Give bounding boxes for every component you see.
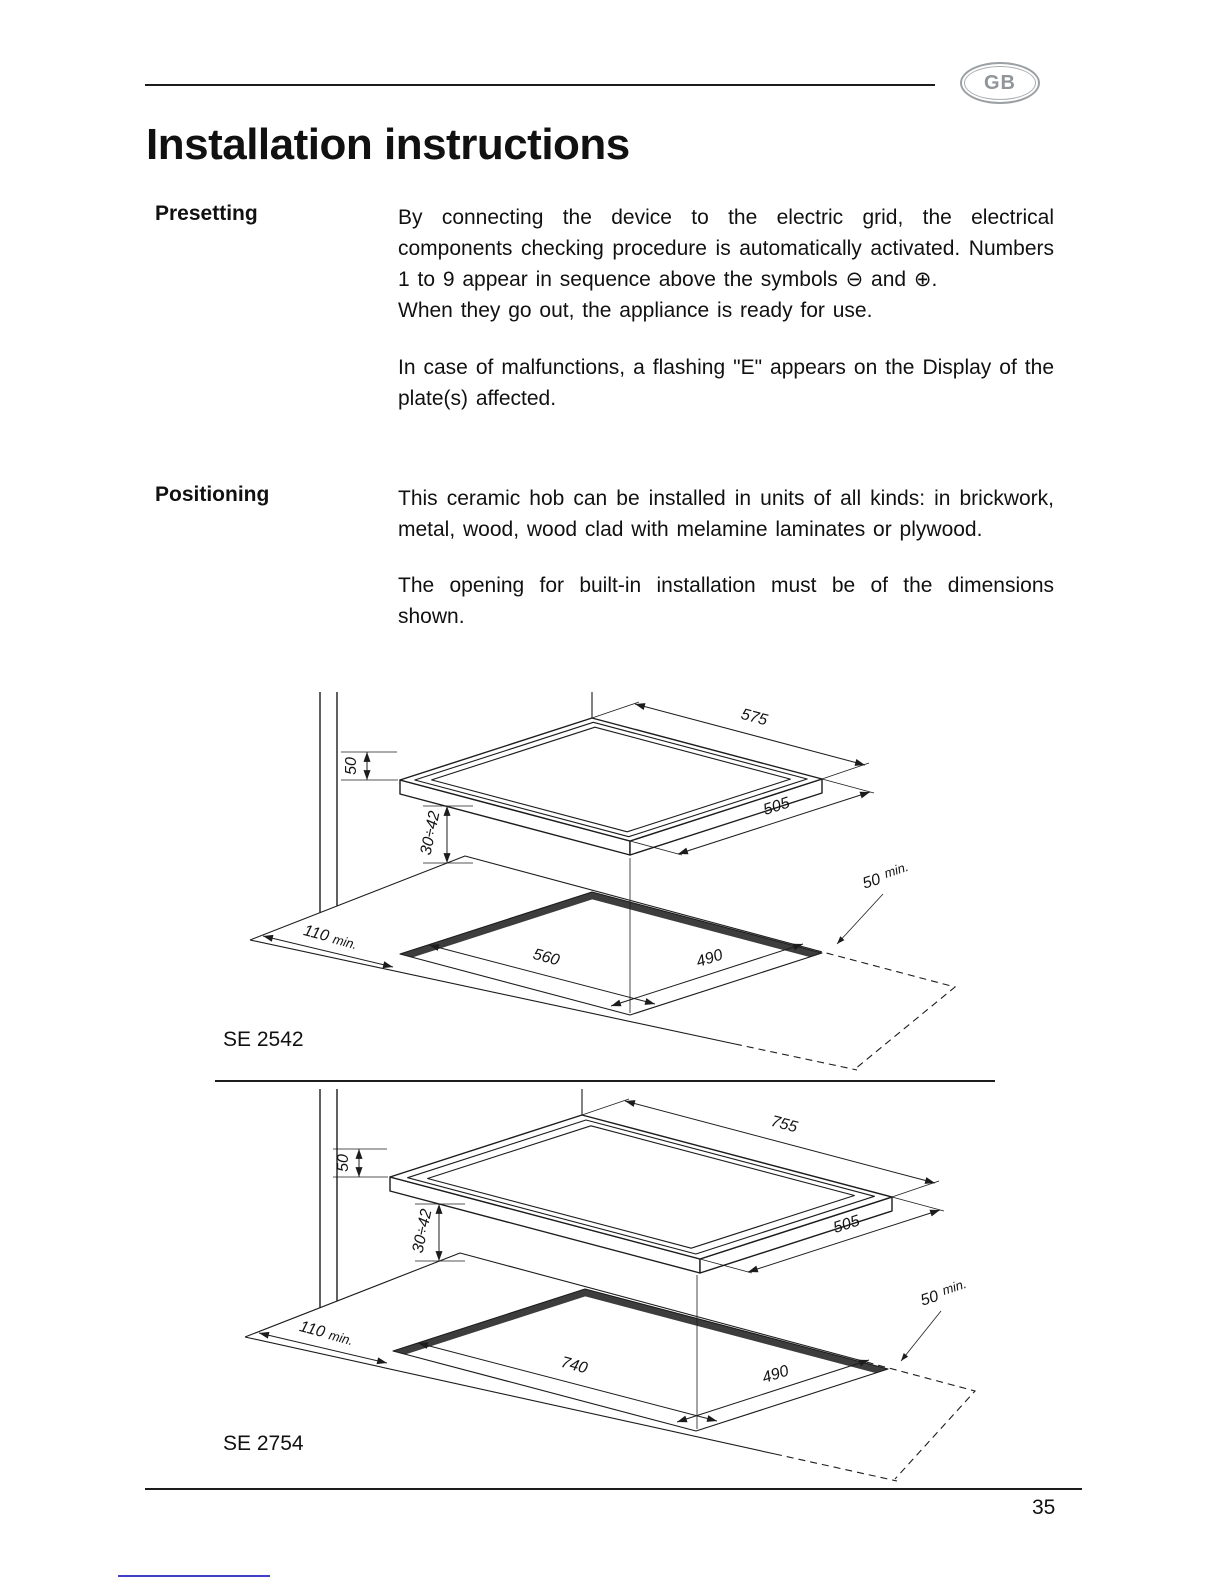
cutout <box>393 1275 888 1431</box>
section-heading-positioning: Positioning <box>155 483 270 506</box>
dim-side-min-unit: min. <box>882 858 911 881</box>
paragraph: The opening for built-in installation must be of the dimensions shown. <box>398 574 1054 628</box>
figure-label-se2754: SE 2754 <box>223 1432 304 1455</box>
dim-left-min-unit: min. <box>331 931 359 953</box>
gb-badge-ring <box>964 66 1036 100</box>
worktop <box>250 856 955 1070</box>
dim-width-label: 575 <box>739 705 770 730</box>
cutout <box>400 858 822 1015</box>
dim-depth-label: 505 <box>761 794 792 819</box>
dim-cut-width-label: 560 <box>531 945 562 970</box>
dim-cut-depth-label: 490 <box>760 1362 791 1387</box>
dim-panel-label: 30÷42 <box>409 1207 436 1255</box>
dim-height-label: 50 <box>335 1154 352 1172</box>
installation-diagram-se2542 <box>215 688 995 1078</box>
section-presetting-text <box>398 202 1054 414</box>
bottom-rule <box>145 1488 1082 1490</box>
page-number: 35 <box>1032 1496 1056 1519</box>
paragraph: When they go out, the appliance is ready for use. <box>398 299 873 322</box>
dim-height-label: 50 <box>343 757 360 775</box>
gb-badge <box>960 62 1040 104</box>
dim-side-min-label: 50 <box>860 870 883 893</box>
dim-depth-label: 505 <box>831 1212 862 1237</box>
figure-divider <box>215 1080 995 1082</box>
dim-left-min-unit: min. <box>327 1327 355 1349</box>
scan-artifact-line <box>118 1575 270 1577</box>
figure-se2542 <box>215 688 995 1080</box>
dim-width-label: 755 <box>769 1112 800 1137</box>
figure-se2754 <box>215 1085 995 1485</box>
dim-cut-width-label: 740 <box>559 1353 590 1378</box>
dim-panel-label: 30÷42 <box>417 809 444 857</box>
dim-left-min-label: 110 <box>301 922 331 946</box>
page-title: Installation instructions <box>146 120 630 169</box>
section-positioning-text <box>398 483 1054 632</box>
gb-badge-text: GB <box>984 71 1016 94</box>
paragraph: This ceramic hob can be installed in units of all kinds: in brickwork, metal, wood, wood clad with melamine laminates or plywood. <box>398 487 1054 541</box>
dim-cut-depth-label: 490 <box>694 946 725 971</box>
dim-side-min-label: 50 <box>918 1287 941 1310</box>
hob <box>400 718 822 855</box>
dim-left-min-label: 110 <box>297 1318 327 1342</box>
section-heading-presetting: Presetting <box>155 202 258 225</box>
paragraph: By connecting the device to the electric grid, the electrical components checking procedure is automatically activated. Numbers 1 to 9 appear in sequence above the symbols ⊖ and ⊕. <box>398 206 1054 291</box>
figure-label-se2542: SE 2542 <box>223 1028 304 1051</box>
dim-side-min-unit: min. <box>940 1275 969 1298</box>
installation-diagram-se2754 <box>215 1085 995 1485</box>
paragraph: In case of malfunctions, a flashing "E" appears on the Display of the plate(s) affected. <box>398 356 1054 410</box>
top-rule <box>145 84 935 86</box>
